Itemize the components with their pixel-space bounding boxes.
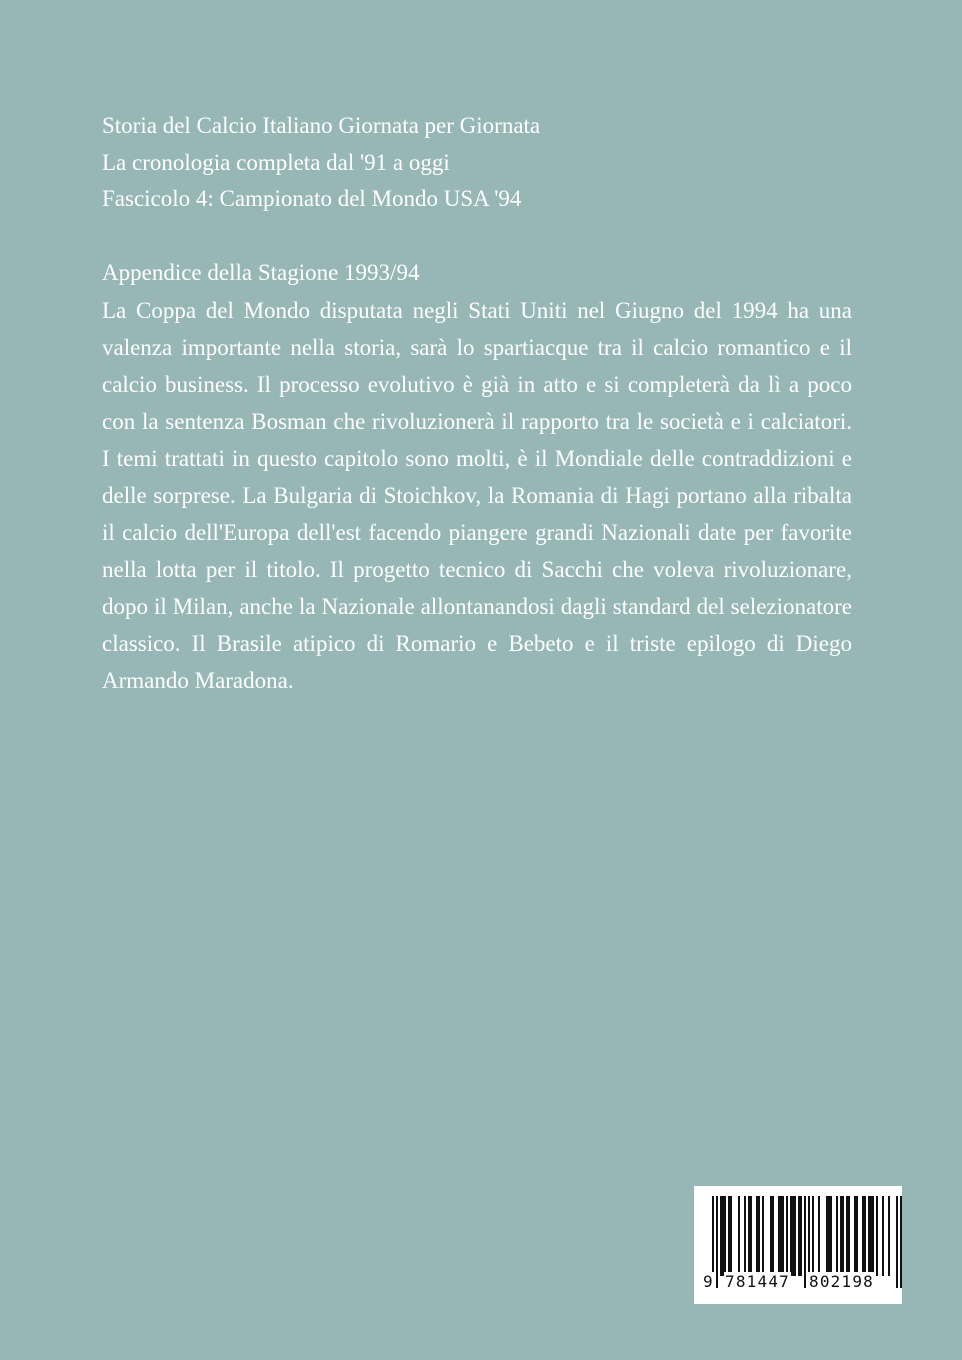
barcode-bar xyxy=(846,1196,848,1276)
barcode-bar xyxy=(782,1196,784,1276)
barcode-bar xyxy=(826,1196,828,1276)
barcode-bar xyxy=(770,1196,772,1276)
barcode-bar xyxy=(750,1196,752,1276)
barcode-bar xyxy=(758,1196,760,1276)
barcode-bar xyxy=(840,1196,842,1276)
barcode-bar xyxy=(780,1196,782,1276)
isbn-barcode xyxy=(694,1186,902,1304)
barcode-bar xyxy=(762,1196,764,1276)
barcode-bar xyxy=(836,1196,838,1276)
series-title: Storia del Calcio Italiano Giornata per Giornata xyxy=(102,113,541,138)
barcode-bar xyxy=(800,1196,802,1276)
issue-title: Fascicolo 4: Campionato del Mondo USA '94 xyxy=(102,186,522,211)
barcode-bar xyxy=(744,1196,746,1276)
barcode-right-group: 802198 xyxy=(809,1272,874,1291)
barcode-bar xyxy=(854,1196,856,1276)
barcode-first-digit: 9 xyxy=(703,1272,713,1291)
barcode-digits xyxy=(694,1272,902,1294)
series-subtitle: La cronologia completa dal '91 a oggi xyxy=(102,149,450,175)
barcode-bar xyxy=(870,1196,872,1276)
barcode-bar xyxy=(786,1196,788,1276)
book-series-header xyxy=(102,108,862,218)
appendix-title: Appendice della Stagione 1993/94 xyxy=(102,260,420,285)
barcode-bar xyxy=(738,1196,740,1276)
barcode-bar xyxy=(862,1196,864,1276)
barcode-bar xyxy=(798,1196,800,1276)
back-cover-description: La Coppa del Mondo disputata negli Stati Uniti nel Giugno del 1994 ha una valenza importante nella storia, sarà lo spartiacque tra il calcio romantico e il calcio business. Il processo evolutivo è già in atto e si completerà da lì a poco con la sentenza Bosman che rivoluzionerà il rapporto tra le società e i calciatori. I temi trattati in questo capitolo sono molti, è il Mondiale delle contraddizioni e delle sorprese. La Bulgaria di Stoichkov, la Romania di Hagi portano alla ribalta il calcio dell'Europa dell'est facendo piangere grandi Nazionali date per favorite nella lotta per il titolo. Il progetto tecnico di Sacchi che voleva rivoluzionare, dopo il Milan, anche la Nazionale allontanandosi dagli standard del selezionatore classico. Il Brasile atipico di Romario e Bebeto e il triste epilogo di Diego Armando Maradona. xyxy=(102,298,852,693)
barcode-bar xyxy=(856,1196,858,1276)
barcode-bar xyxy=(728,1196,730,1276)
barcode-bar xyxy=(864,1196,866,1276)
barcode-bar xyxy=(848,1196,850,1276)
barcode-bar xyxy=(790,1196,792,1276)
barcode-bar xyxy=(748,1196,750,1276)
barcode-bar xyxy=(720,1196,722,1276)
barcode-bar xyxy=(792,1196,794,1276)
barcode-bar xyxy=(872,1196,874,1276)
barcode-bar xyxy=(882,1196,884,1276)
barcode-bar xyxy=(772,1196,774,1276)
barcode-bar xyxy=(868,1196,870,1276)
barcode-bar xyxy=(818,1196,820,1276)
barcode-bar xyxy=(778,1196,780,1276)
barcode-bar xyxy=(888,1196,890,1276)
barcode-left-group: 781447 xyxy=(725,1272,790,1291)
barcode-bar xyxy=(812,1196,814,1276)
barcode-bar xyxy=(842,1196,844,1276)
barcode-bar xyxy=(794,1196,796,1276)
barcode-bar xyxy=(756,1196,758,1276)
barcode-bar xyxy=(724,1196,726,1276)
barcode-bar xyxy=(830,1196,832,1276)
barcode-bar xyxy=(722,1196,724,1276)
barcode-bar xyxy=(876,1196,878,1276)
barcode-bar xyxy=(828,1196,830,1276)
barcode-bar xyxy=(730,1196,732,1276)
